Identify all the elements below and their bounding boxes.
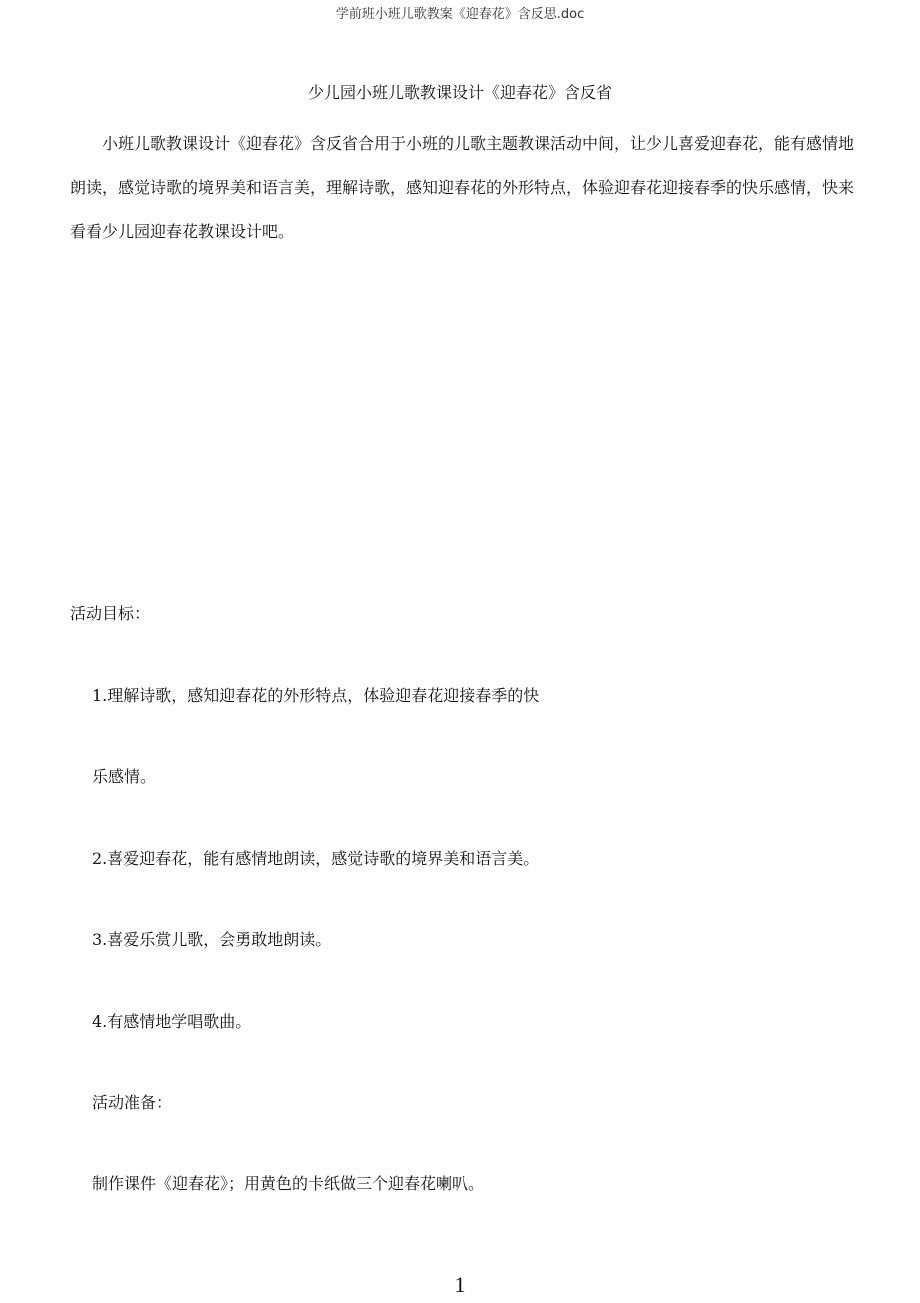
goal-item-1-line-2: 乐感情。 — [92, 767, 157, 786]
goal-item-2: 2.喜爱迎春花，能有感情地朗读，感觉诗歌的境界美和语言美。 — [92, 849, 540, 868]
preparation-text: 制作课件《迎春花》；用黄色的卡纸做三个迎春花喇叭。 — [92, 1174, 485, 1193]
goals-heading: 活动目标： — [70, 604, 151, 623]
goal-item-3: 3.喜爱乐赏儿歌，会勇敢地朗读。 — [92, 930, 332, 949]
preparation-heading: 活动准备： — [92, 1093, 173, 1112]
page-number: 1 — [454, 1272, 466, 1297]
document-filename-header: 学前班小班儿歌教案《迎春花》含反思.doc — [335, 7, 585, 22]
document-title: 少儿园小班儿歌教课设计《迎春花》含反省 — [307, 83, 612, 102]
goal-item-4: 4.有感情地学唱歌曲。 — [92, 1012, 252, 1031]
intro-paragraph: 小班儿歌教课设计《迎春花》含反省合用于小班的儿歌主题教课活动中间，让少儿喜爱迎春花，能有感情地朗读，感觉诗歌的境界美和语言美，理解诗歌，感知迎春花的外形特点，体验迎春花迎接春季的快乐感情，快来看看少儿园迎春花教课设计吧。 — [70, 134, 855, 241]
goal-item-1-line-1: 1.理解诗歌，感知迎春花的外形特点，体验迎春花迎接春季的快 — [92, 686, 540, 705]
